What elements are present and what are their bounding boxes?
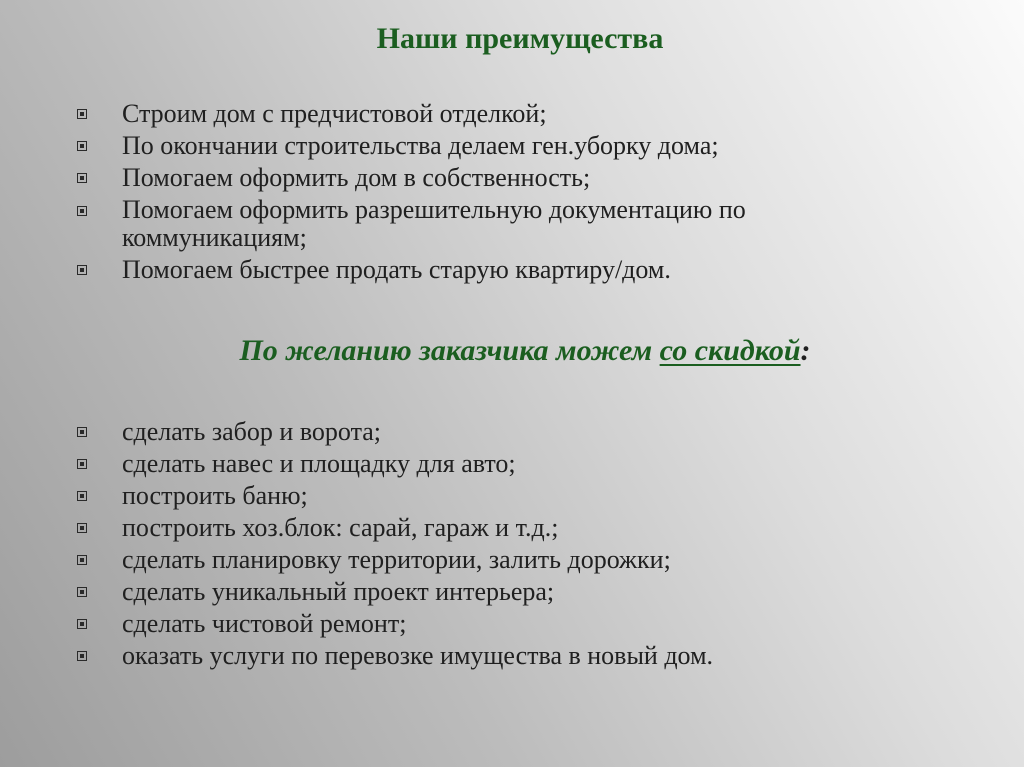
list-item xyxy=(76,162,836,194)
list-item-text: По окончании строительства делаем ген.уборку дома; xyxy=(122,131,719,160)
square-bullet-icon xyxy=(77,459,87,469)
list-item xyxy=(76,98,836,130)
list-item-text: Помогаем оформить дом в собственность; xyxy=(122,163,591,192)
advantages-list xyxy=(76,98,836,286)
square-bullet-icon xyxy=(77,619,87,629)
slide-title: Наши преимущества xyxy=(376,22,664,55)
offer-subtitle xyxy=(0,334,1024,368)
list-item-text: Помогаем оформить разрешительную документацию по коммуникациям; xyxy=(122,195,746,252)
list-item xyxy=(76,608,836,640)
list-item xyxy=(76,576,836,608)
list-item xyxy=(76,640,836,672)
list-item-text: сделать уникальный проект интерьера; xyxy=(122,577,555,606)
options-list xyxy=(76,416,836,672)
square-bullet-icon xyxy=(77,491,87,501)
square-bullet-icon xyxy=(77,523,87,533)
list-item-text: сделать навес и площадку для авто; xyxy=(122,449,516,478)
list-item xyxy=(76,254,836,286)
list-item xyxy=(76,194,836,254)
list-item xyxy=(76,544,836,576)
list-item-text: построить баню; xyxy=(122,481,308,510)
list-item xyxy=(76,480,836,512)
list-item-text: сделать планировку территории, залить дорожки; xyxy=(122,545,671,574)
list-item xyxy=(76,416,836,448)
list-item-text: Строим дом с предчистовой отделкой; xyxy=(122,99,547,128)
square-bullet-icon xyxy=(77,651,87,661)
square-bullet-icon xyxy=(77,109,87,119)
list-item xyxy=(76,512,836,544)
square-bullet-icon xyxy=(77,141,87,151)
list-item-text: Помогаем быстрее продать старую квартиру/дом. xyxy=(122,255,671,284)
subtitle-main: По желанию заказчика можем xyxy=(239,334,660,367)
square-bullet-icon xyxy=(77,206,87,216)
list-item-text: сделать чистовой ремонт; xyxy=(122,609,407,638)
list-item-text: оказать услуги по перевозке имущества в новый дом. xyxy=(122,641,714,670)
square-bullet-icon xyxy=(77,173,87,183)
square-bullet-icon xyxy=(77,587,87,597)
list-item-text: построить хоз.блок: сарай, гараж и т.д.; xyxy=(122,513,559,542)
square-bullet-icon xyxy=(77,555,87,565)
subtitle-discount: со скидкой xyxy=(659,334,801,367)
list-item xyxy=(76,130,836,162)
subtitle-colon: : xyxy=(800,334,811,367)
square-bullet-icon xyxy=(77,265,87,275)
list-item-text: сделать забор и ворота; xyxy=(122,417,382,446)
square-bullet-icon xyxy=(77,427,87,437)
list-item xyxy=(76,448,836,480)
